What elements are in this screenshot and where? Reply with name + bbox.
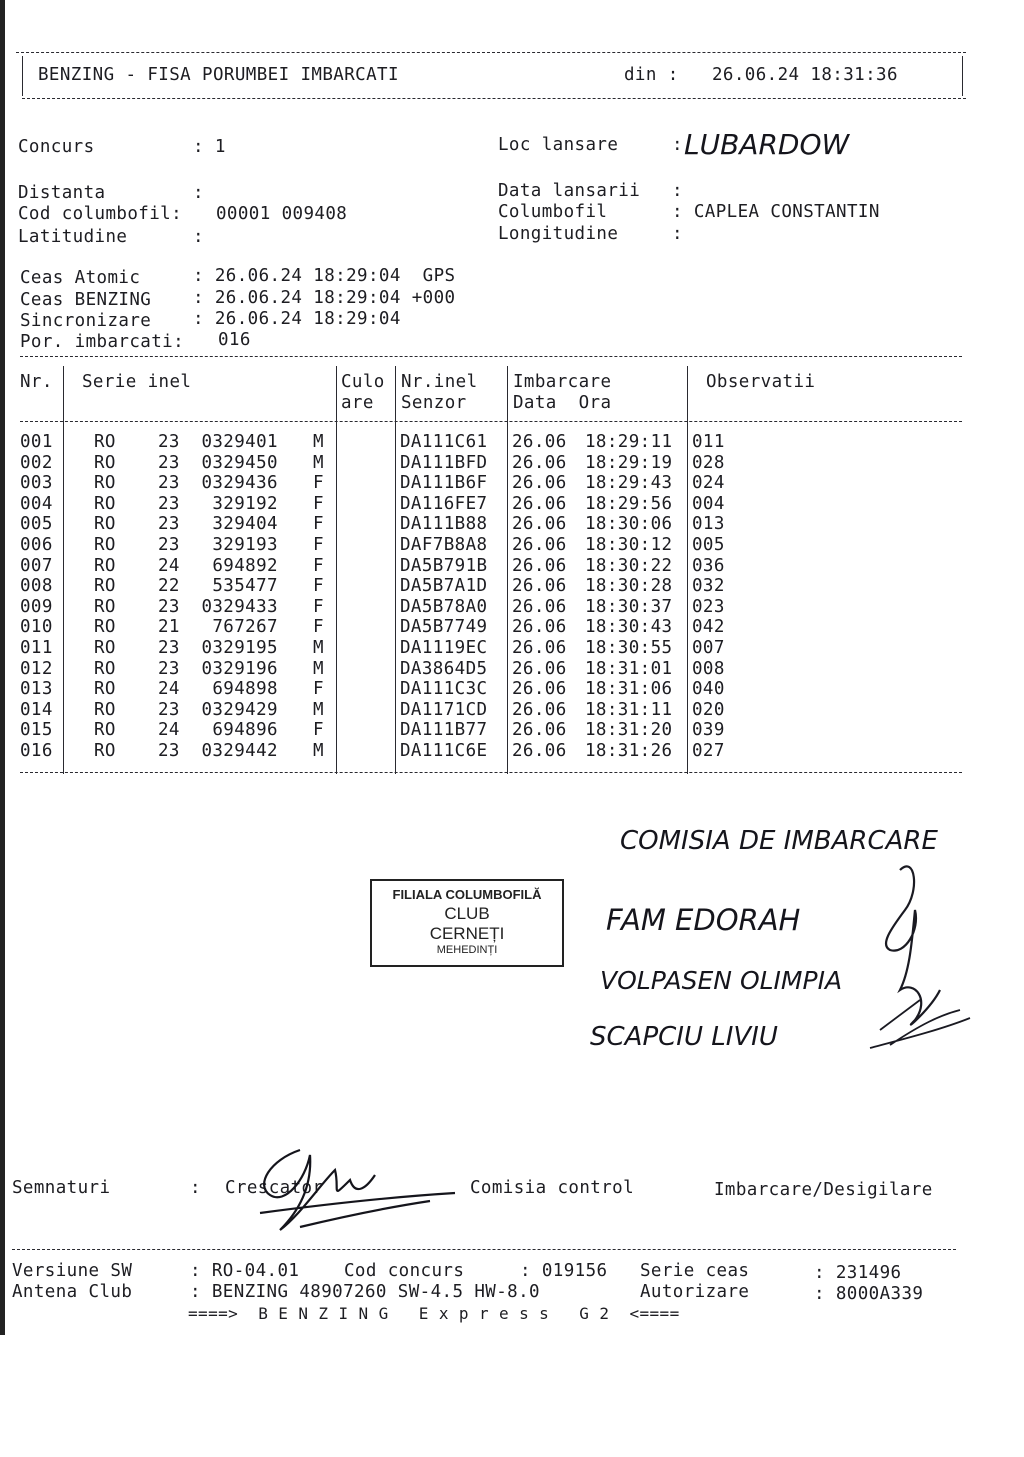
cell-ora: 18:29:19 bbox=[585, 452, 673, 473]
cell-an: 23 bbox=[158, 699, 180, 720]
cell-tara: RO bbox=[94, 617, 116, 638]
ceas-benzing-label: Ceas BENZING bbox=[20, 290, 152, 310]
cell-sex: F bbox=[313, 535, 324, 555]
cell-inel: 694896 bbox=[212, 720, 278, 741]
cell-nr: 010 bbox=[20, 617, 53, 638]
header-bottom-border bbox=[22, 98, 966, 99]
cell-senzor: DAF7B8A8 bbox=[400, 535, 488, 555]
cell-sex: F bbox=[313, 473, 324, 494]
cell-observatii: 004 bbox=[692, 493, 725, 514]
cod-columbofil-label: Cod columbofil: bbox=[18, 204, 183, 224]
cell-sex: F bbox=[313, 617, 324, 638]
cell-data: 26.06 bbox=[512, 658, 567, 679]
cell-data: 26.06 bbox=[512, 432, 567, 452]
cell-senzor: DA1171CD bbox=[400, 699, 488, 720]
cell-observatii: 023 bbox=[692, 596, 725, 617]
cell-senzor: DA111C6E bbox=[400, 741, 488, 761]
cell-ora: 18:29:43 bbox=[585, 473, 673, 494]
cell-data: 26.06 bbox=[512, 576, 567, 597]
header-date-label: din : bbox=[624, 65, 679, 85]
crescator-label: Crescator bbox=[225, 1178, 324, 1198]
serie-ceas-value: : 231496 bbox=[814, 1263, 902, 1283]
cell-tara: RO bbox=[94, 432, 116, 452]
table-row bbox=[0, 741, 1000, 761]
cell-ora: 18:29:56 bbox=[585, 493, 673, 514]
cell-data: 26.06 bbox=[512, 535, 567, 555]
sincronizare-value: : 26.06.24 18:29:04 bbox=[193, 309, 401, 329]
cell-an: 23 bbox=[158, 535, 180, 555]
col-senzor-header-2: Senzor bbox=[401, 393, 467, 413]
cell-inel: 0329436 bbox=[201, 473, 278, 494]
cell-sex: M bbox=[313, 658, 324, 679]
cell-sex: F bbox=[313, 514, 324, 535]
cell-inel: 535477 bbox=[212, 576, 278, 597]
cell-ora: 18:30:28 bbox=[585, 576, 673, 597]
ceas-benzing-value: : 26.06.24 18:29:04 +000 bbox=[193, 288, 456, 308]
cell-an: 23 bbox=[158, 432, 180, 452]
antena-club-value: : BENZING 48907260 SW-4.5 HW-8.0 bbox=[190, 1282, 540, 1302]
table-bottom-border bbox=[20, 772, 962, 773]
cell-nr: 005 bbox=[20, 514, 53, 535]
benzing-express-banner: ====> B E N Z I N G E x p r e s s G 2 <==== bbox=[188, 1304, 680, 1323]
cell-senzor: DA111B88 bbox=[400, 514, 488, 535]
cell-data: 26.06 bbox=[512, 555, 567, 576]
cell-an: 24 bbox=[158, 555, 180, 576]
cell-nr: 001 bbox=[20, 432, 53, 452]
cell-tara: RO bbox=[94, 576, 116, 597]
cell-an: 22 bbox=[158, 576, 180, 597]
cell-inel: 329192 bbox=[212, 493, 278, 514]
cell-inel: 329404 bbox=[212, 514, 278, 535]
table-row bbox=[0, 659, 1000, 679]
cell-tara: RO bbox=[94, 741, 116, 761]
cell-senzor: DA111C61 bbox=[400, 432, 488, 452]
col-imbarcare-header-1: Imbarcare bbox=[513, 372, 612, 392]
cell-ora: 18:30:06 bbox=[585, 514, 673, 535]
sincronizare-label: Sincronizare bbox=[20, 311, 152, 331]
handwritten-name-2: VOLPASEN OLIMPIA bbox=[600, 966, 843, 995]
cell-nr: 014 bbox=[20, 699, 53, 720]
cell-data: 26.06 bbox=[512, 638, 567, 658]
comisia-control-label: Comisia control bbox=[470, 1178, 635, 1198]
cell-nr: 011 bbox=[20, 638, 53, 658]
table-row bbox=[0, 679, 1000, 699]
cell-tara: RO bbox=[94, 535, 116, 555]
ceas-atomic-value: : 26.06.24 18:29:04 GPS bbox=[193, 266, 456, 286]
longitudine-label: Longitudine bbox=[498, 224, 619, 244]
table-row bbox=[0, 514, 1000, 534]
cell-data: 26.06 bbox=[512, 493, 567, 514]
table-row bbox=[0, 597, 1000, 617]
cell-an: 23 bbox=[158, 473, 180, 494]
cell-data: 26.06 bbox=[512, 617, 567, 638]
cell-sex: M bbox=[313, 432, 324, 452]
col-imbarcare-header-2: Data Ora bbox=[513, 393, 612, 413]
cell-nr: 015 bbox=[20, 720, 53, 741]
cell-tara: RO bbox=[94, 473, 116, 494]
cell-observatii: 007 bbox=[692, 638, 725, 658]
table-row bbox=[0, 556, 1000, 576]
table-row bbox=[0, 473, 1000, 493]
cell-data: 26.06 bbox=[512, 699, 567, 720]
cell-observatii: 036 bbox=[692, 555, 725, 576]
cell-inel: 0329442 bbox=[201, 741, 278, 761]
footer-top-border bbox=[12, 1249, 956, 1250]
cell-observatii: 024 bbox=[692, 473, 725, 494]
concurs-label: Concurs bbox=[18, 137, 95, 157]
antena-club-label: Antena Club bbox=[12, 1282, 133, 1302]
cell-an: 23 bbox=[158, 596, 180, 617]
cell-nr: 002 bbox=[20, 452, 53, 473]
cell-senzor: DA116FE7 bbox=[400, 493, 488, 514]
cell-sex: F bbox=[313, 679, 324, 700]
cell-nr: 016 bbox=[20, 741, 53, 761]
cell-tara: RO bbox=[94, 699, 116, 720]
data-lansarii-value: : bbox=[672, 181, 683, 201]
cell-ora: 18:30:43 bbox=[585, 617, 673, 638]
cell-an: 24 bbox=[158, 679, 180, 700]
col-observatii-header: Observatii bbox=[706, 372, 816, 392]
cell-sex: F bbox=[313, 596, 324, 617]
cell-observatii: 020 bbox=[692, 699, 725, 720]
header-top-border bbox=[16, 52, 966, 53]
cell-nr: 008 bbox=[20, 576, 53, 597]
cell-nr: 006 bbox=[20, 535, 53, 555]
col-culoare-header-1: Culo bbox=[341, 372, 385, 392]
cell-observatii: 011 bbox=[692, 432, 725, 452]
cell-ora: 18:31:01 bbox=[585, 658, 673, 679]
cell-senzor: DA111C3C bbox=[400, 679, 488, 700]
cell-inel: 0329450 bbox=[201, 452, 278, 473]
col-culoare-header-2: are bbox=[341, 393, 374, 413]
cell-senzor: DA5B791B bbox=[400, 555, 488, 576]
cell-ora: 18:30:37 bbox=[585, 596, 673, 617]
document-title: BENZING - FISA PORUMBEI IMBARCATI bbox=[38, 65, 399, 85]
col-senzor-header-1: Nr.inel bbox=[401, 372, 478, 392]
cell-ora: 18:31:11 bbox=[585, 699, 673, 720]
cell-senzor: DA3864D5 bbox=[400, 658, 488, 679]
autorizare-value: : 8000A339 bbox=[814, 1284, 924, 1304]
cell-sex: F bbox=[313, 555, 324, 576]
cell-sex: M bbox=[313, 452, 324, 473]
cell-sex: M bbox=[313, 741, 324, 761]
columbofil-label: Columbofil bbox=[498, 202, 608, 222]
col-nr-header: Nr. bbox=[20, 372, 53, 392]
cell-inel: 694898 bbox=[212, 679, 278, 700]
cell-ora: 18:30:12 bbox=[585, 535, 673, 555]
stamp-line-2: CLUB bbox=[444, 904, 490, 923]
distanta-label: Distanta bbox=[18, 183, 106, 203]
cod-columbofil-value: 00001 009408 bbox=[216, 204, 348, 224]
cell-an: 23 bbox=[158, 741, 180, 761]
cell-data: 26.06 bbox=[512, 741, 567, 761]
cell-observatii: 008 bbox=[692, 658, 725, 679]
versiune-sw-label: Versiune SW bbox=[12, 1261, 133, 1281]
semnaturi-label: Semnaturi bbox=[12, 1178, 111, 1198]
table-row bbox=[0, 720, 1000, 740]
cell-inel: 0329429 bbox=[201, 699, 278, 720]
cell-ora: 18:31:06 bbox=[585, 679, 673, 700]
por-imbarcati-label: Por. imbarcati: bbox=[20, 332, 185, 352]
cell-senzor: DA5B78A0 bbox=[400, 596, 488, 617]
cell-nr: 012 bbox=[20, 658, 53, 679]
cell-observatii: 027 bbox=[692, 741, 725, 761]
cell-inel: 0329195 bbox=[201, 638, 278, 658]
por-imbarcati-value: 016 bbox=[218, 330, 251, 350]
cell-tara: RO bbox=[94, 679, 116, 700]
table-row bbox=[0, 617, 1000, 637]
cell-inel: 329193 bbox=[212, 535, 278, 555]
cell-observatii: 028 bbox=[692, 452, 725, 473]
cell-sex: M bbox=[313, 699, 324, 720]
table-row bbox=[0, 494, 1000, 514]
cell-nr: 009 bbox=[20, 596, 53, 617]
cod-concurs-label: Cod concurs bbox=[344, 1261, 465, 1281]
distanta-value: : bbox=[193, 183, 204, 203]
cell-ora: 18:31:26 bbox=[585, 741, 673, 761]
cell-data: 26.06 bbox=[512, 679, 567, 700]
cell-an: 21 bbox=[158, 617, 180, 638]
header-left-border bbox=[22, 56, 23, 96]
cell-inel: 0329401 bbox=[201, 432, 278, 452]
cell-tara: RO bbox=[94, 638, 116, 658]
data-lansarii-label: Data lansarii bbox=[498, 181, 641, 201]
longitudine-value: : bbox=[672, 224, 683, 244]
imbarcare-desigilare-label: Imbarcare/Desigilare bbox=[714, 1180, 933, 1200]
latitudine-value: : bbox=[193, 227, 204, 247]
cell-nr: 004 bbox=[20, 493, 53, 514]
cod-concurs-value: : 019156 bbox=[520, 1261, 608, 1281]
cell-observatii: 042 bbox=[692, 617, 725, 638]
cell-tara: RO bbox=[94, 493, 116, 514]
cell-tara: RO bbox=[94, 555, 116, 576]
table-row bbox=[0, 638, 1000, 658]
header-date-value: 26.06.24 18:31:36 bbox=[712, 65, 898, 85]
cell-ora: 18:31:20 bbox=[585, 720, 673, 741]
cell-sex: F bbox=[313, 576, 324, 597]
columbofil-value: : CAPLEA CONSTANTIN bbox=[672, 202, 880, 222]
autorizare-label: Autorizare bbox=[640, 1282, 750, 1302]
cell-data: 26.06 bbox=[512, 452, 567, 473]
table-row bbox=[0, 535, 1000, 555]
handwritten-name-3: SCAPCIU LIVIU bbox=[590, 1022, 778, 1052]
cell-senzor: DA5B7749 bbox=[400, 617, 488, 638]
cell-an: 23 bbox=[158, 658, 180, 679]
cell-data: 26.06 bbox=[512, 473, 567, 494]
cell-observatii: 032 bbox=[692, 576, 725, 597]
cell-tara: RO bbox=[94, 514, 116, 535]
cell-senzor: DA111B77 bbox=[400, 720, 488, 741]
cell-sex: F bbox=[313, 493, 324, 514]
loc-lansare-value: LUBARDOW bbox=[684, 128, 850, 161]
cell-observatii: 013 bbox=[692, 514, 725, 535]
cell-tara: RO bbox=[94, 452, 116, 473]
table-row bbox=[0, 576, 1000, 596]
cell-tara: RO bbox=[94, 720, 116, 741]
cell-senzor: DA1119EC bbox=[400, 638, 488, 658]
cell-an: 23 bbox=[158, 493, 180, 514]
cell-ora: 18:29:11 bbox=[585, 432, 673, 452]
cell-an: 23 bbox=[158, 452, 180, 473]
cell-an: 23 bbox=[158, 514, 180, 535]
latitudine-label: Latitudine bbox=[18, 227, 128, 247]
cell-inel: 694892 bbox=[212, 555, 278, 576]
cell-observatii: 040 bbox=[692, 679, 725, 700]
table-top-border bbox=[20, 356, 962, 357]
crescator-signature bbox=[240, 1135, 470, 1245]
cell-an: 24 bbox=[158, 720, 180, 741]
cell-data: 26.06 bbox=[512, 514, 567, 535]
ceas-atomic-label: Ceas Atomic bbox=[20, 268, 141, 288]
versiune-sw-value: : RO-04.01 bbox=[190, 1261, 300, 1281]
serie-ceas-label: Serie ceas bbox=[640, 1261, 750, 1281]
stamp-line-3: CERNEȚI bbox=[429, 924, 505, 943]
table-header-separator bbox=[20, 421, 962, 422]
concurs-value: : 1 bbox=[193, 137, 226, 157]
table-row bbox=[0, 700, 1000, 720]
loc-lansare-colon: : bbox=[672, 135, 683, 155]
cell-observatii: 005 bbox=[692, 535, 725, 555]
stamp-line-4: MEHEDINȚI bbox=[436, 944, 498, 956]
cell-tara: RO bbox=[94, 596, 116, 617]
cell-tara: RO bbox=[94, 658, 116, 679]
cell-senzor: DA111BFD bbox=[400, 452, 488, 473]
cell-data: 26.06 bbox=[512, 720, 567, 741]
cell-inel: 0329196 bbox=[201, 658, 278, 679]
cell-senzor: DA5B7A1D bbox=[400, 576, 488, 597]
cell-sex: M bbox=[313, 638, 324, 658]
cell-inel: 767267 bbox=[212, 617, 278, 638]
cell-ora: 18:30:55 bbox=[585, 638, 673, 658]
stamp-line-1: FILIALA COLUMBOFILĂ bbox=[392, 887, 542, 902]
cell-ora: 18:30:22 bbox=[585, 555, 673, 576]
cell-sex: F bbox=[313, 720, 324, 741]
commission-signature-scribble bbox=[860, 850, 980, 1060]
header-right-border bbox=[962, 56, 963, 96]
cell-inel: 0329433 bbox=[201, 596, 278, 617]
cell-data: 26.06 bbox=[512, 596, 567, 617]
cell-nr: 003 bbox=[20, 473, 53, 494]
cell-senzor: DA111B6F bbox=[400, 473, 488, 494]
club-stamp bbox=[370, 879, 564, 967]
cell-nr: 007 bbox=[20, 555, 53, 576]
col-serie-header: Serie inel bbox=[82, 372, 192, 392]
table-row bbox=[0, 432, 1000, 452]
cell-nr: 013 bbox=[20, 679, 53, 700]
loc-lansare-label: Loc lansare bbox=[498, 135, 619, 155]
cell-an: 23 bbox=[158, 638, 180, 658]
cell-observatii: 039 bbox=[692, 720, 725, 741]
handwritten-name-1: FAM EDORAH bbox=[606, 903, 801, 937]
semnaturi-colon: : bbox=[190, 1178, 201, 1198]
table-row bbox=[0, 453, 1000, 473]
handwritten-comisia: COMISIA DE IMBARCARE bbox=[620, 826, 938, 856]
